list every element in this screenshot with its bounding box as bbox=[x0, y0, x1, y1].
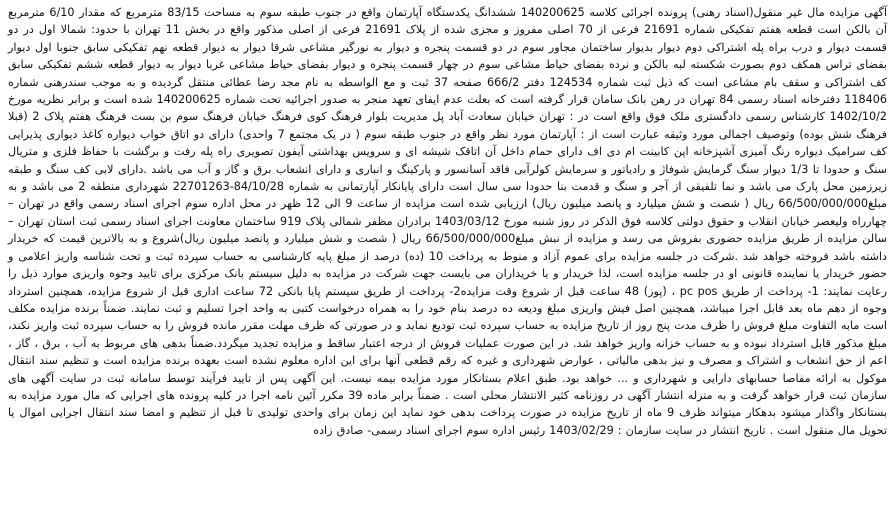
notice-body-text: آگهی مزایده مال غیر منقول(اسناد رهنی) پرونده اجرائی کلاسه 140200625 ششدانگ یکدستگاه آپارتمان واقع در جنوب طبقه سوم به مساحت 83/15 مترمربع که مقدار 6/10 مترمربع آن بالکن است قطعه هفتم تفکیکی شماره 21691 فرعی از 70 اصلی مفروز و مجزی شده از پلاک 21691 فرعی از اصلی مذکور واقع در بخش 11 تهران با حدود: شمالا اول در دو قسمت دیوار و درب براه پله اشتراکی دوم دیوار بدیوار ساختمان مجاور سوم در دو قسمت پنجره و دیوار به نورگیر مشاعی شرقا دیوار به دیوار قطعه نهم تفکیکی سابق جنوبا اول دیوار بفضای تراس همکف دوم بصورت شکسته لبه بالکن و نرده بفضای حیاط مشاعی سوم در چهار قسمت پنجره و دیوار بفضای حیاط مشاعی غربا دیوار به دیوار قطعه ششم تفکیکی سابق کف اشتراکی و سقف بام مشاعی است که ذیل ثبت شماره 124534 دفتر 666/2 صفحه 37 ثبت و مع الواسطه به نام مجد رضا عطائی منتقل گردیده و به موجب سندرهنی شماره 118406 دفترخانه اسناد رسمی 84 تهران در رهن بانک سامان قرار گرفته است که بعلت عدم ایفای تعهد منجر به صدور اجرائیه تحت شماره 140200625 شده است و برابر نظریه مورخ 1402/10/2 کارشناس رسمی دادگستری ملک فوق واقع است در : تهران خیابان سعادت آباد پل مدیریت بلوار فرهنگ کوی فرهنگ خیابان فرهنگ سوم بن بست فرهنگ هفتم پلاک 2 (قبلا فرهنگ شش بوده) وتوصیف اجمالی مورد وثیقه عبارت است از : آپارتمان مورد نظر واقع در جنوب طبقه سوم ( در یک مجتمع 7 واحدی) دارای دو اتاق خواب دیواره کاغذ دیواری پذیرایی کف سرامیک دیواره رنگ آمیزی آشپزخانه اپن کابینت ام دی اف دارای حمام داخل آن اتاقک شیشه ای و سرویس بهداشتی آیفون تصویری راه پله رفت و برگشت با حفاظ فلزی و متریال سنگ و حدودا تا 1/3 دیوار سنگ گرمایش شوفاژ و رادیاتور و سرمایش کولرآبی فاقد آسانسور و پارکینگ و انباری و دارای انشعاب برق و گاز و آب می باشد .دارای لابی کف سنگ و طبقه زیرزمین محل پارک می باشد و نما تلفیقی از آجر و سنگ و قدمت بنا حدودا سی سال است دارای پایانکار آپارتمانی به شماره 84/10/28-22701263 شهرداری منطقه 2 می باشد و به مبلغ66/500/000/000 ریال ( شصت و شش میلیارد و پانصد میلیون ریال) ارزیابی شده است مزایده از ساعت 9 الی 12 ظهر در محل اداره سوم اجرای اسناد رسمی واقع در تهران – چهارراه ولیعصر خیابان انقلاب و حقوق دولتی کلاسه فوق الذکر در روز شنبه مورخ 1403/03/12 برادران مظفر شمالی پلاک 919 ساختمان معاونت اجرای اسناد رسمی ثبت استان تهران – سالن مزایده از طریق مزایده حضوری بفروش می رسد و مزایده از نبش مبلغ66/500/000/000 ریال ( شصت و شش میلیارد و پانصد میلیون ریال)شروع و به بالاترین قیمت که خریدار داشته باشد فروخته خواهد شد .شرکت در جلسه مزایده برای عموم آزاد و منوط به پرداخت 10 (ده) درصد از مبلغ پایه کارشناسی به حساب سپرده ثبت و تحت شناسه واریز اعلامی و حضور خریدار یا نماینده قانونی او در جلسه مزایده است، لذا خریدار و یا خریداران می بایست جهت شرکت در مزایده به دلیل سیستم بانک مرکزی برای تایید وجوه واریزی موارد ذیل را رعایت نمایند: 1- پرداخت از طریق pc pos ، (پوز) 48 ساعت قبل از شروع وقت مزایده2- پرداخت از طریق سیستم پایا بانکی 72 ساعت اداری قبل از شروع مزایده، همچنین استرداد وجوه از دهم ماه بعد قابل اجرا میباشد، همچنین اصل فیش واریزی مبلغ ودیعه ده درصد بنام خود را به همراه درخواست کتبی به واحد اجرا تسلیم و ثبت نمایند. ضمناً برنده مزایده مکلف است مابه التفاوت مبلغ فروش را ظرف مدت پنج روز از تاریخ مزایده به حساب سپرده ثبت تودیع نماید و در صورتی که ظرف مهلت مقرر مانده فروش را به حساب سپرده ثبت واریز نکند، مبلغ مذکور قابل استرداد نبوده و به حساب خزانه واریز خواهد شد. در این صورت عملیات فروش از درجه اعتبار ساقط و مزایده تجدید میگردد.ضمناً بدهی های مربوط به آب ، برق ، گاز ، اعم از حق انشعاب و اشتراک و مصرف و نیز بدهی مالیاتی ، عوارض شهرداری و غیره که رقم قطعی آنها برای این اداره معلوم نشده است بعهده برنده مزایده است و تنظیم سند انتقال موکول به ارائه مفاصا حسابهای دارایی و شهرداری و ... خواهد بود. طبق اعلام بستانکار مورد مزایده بیمه نیست. این آگهی پس از تایید فرآیند توسط سامانه ثبت در سایت آگهی های سازمان ثبت قرار خواهد گرفت و به منزله انتشار آگهی در روزنامه کثیر الانتشار محلی است . ضمناً برابر ماده 39 مکرر آئین نامه اجرا در کلیه پرونده های اجرایی که مال مورد مزایده به بستانکار واگذار میشود بدهکار میتواند ظرف 9 ماه از تاریخ مزایده در صورت پرداخت بدهی خود نماید این زمان برای واحدی تولیدی تا قبل از تنظیم و امضا سند انتقال اجرایی اموال یا تحویل مال منقول است . تاریخ انتشار در سایت سازمان : 1403/02/29 رئیس اداره سوم اجرای اسناد رسمی- صادق زاده bbox=[8, 6, 888, 437]
